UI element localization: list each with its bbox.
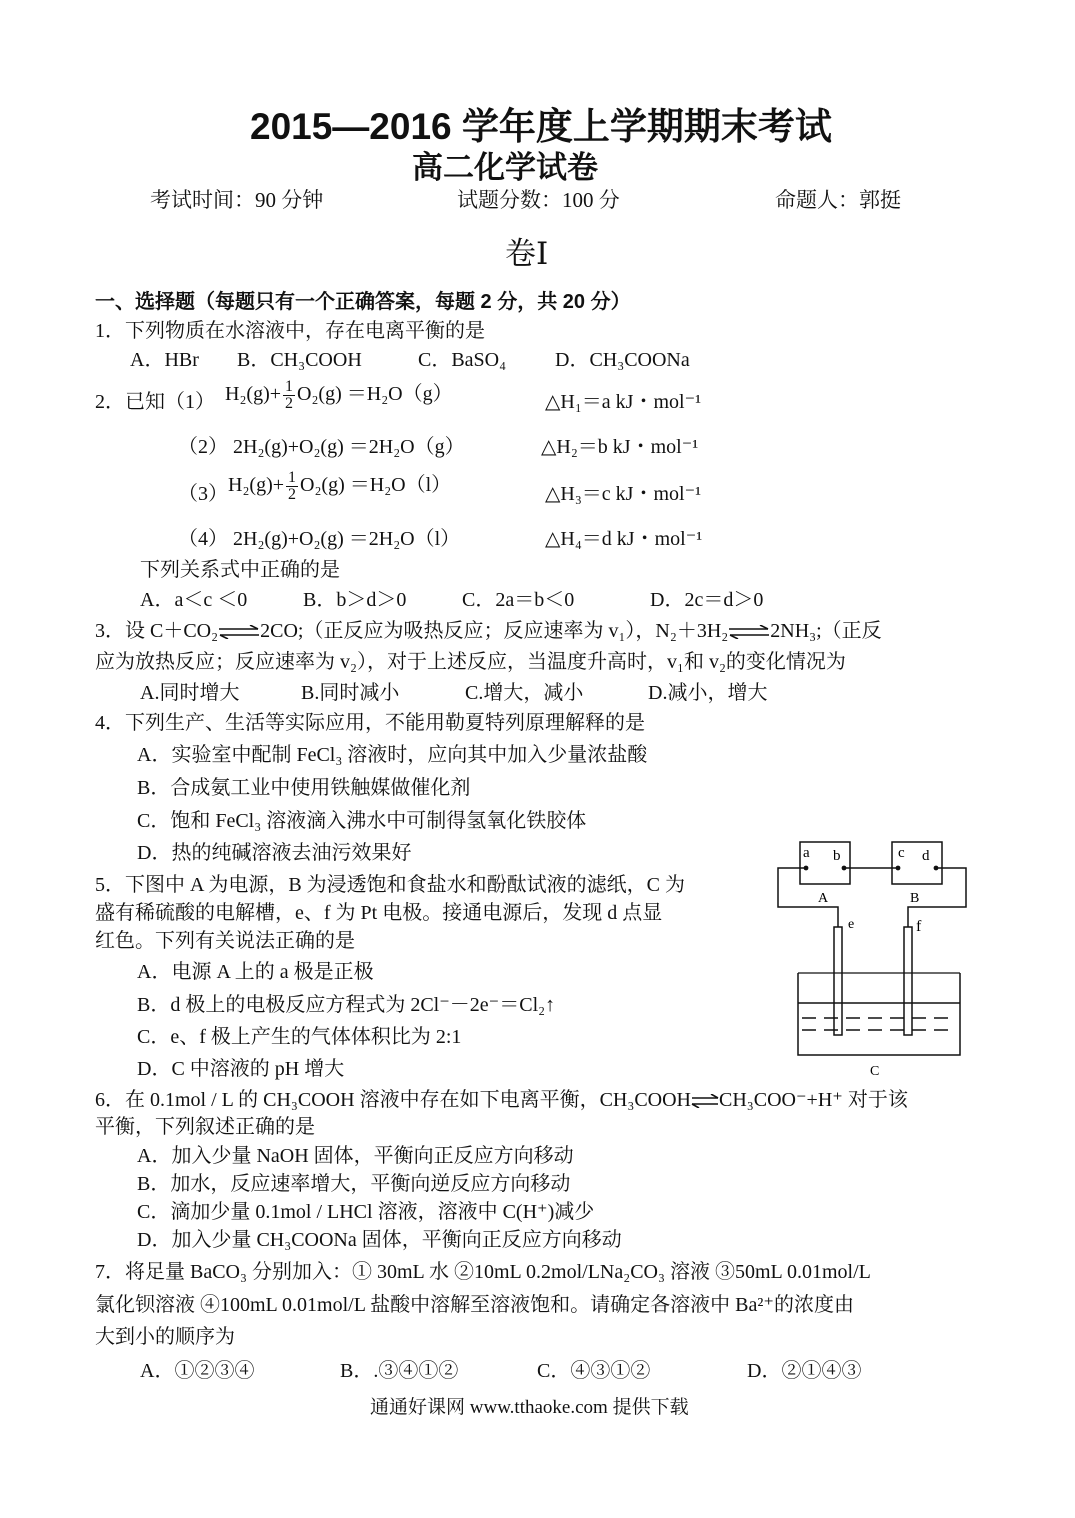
q2-lead: 2．已知（1） (95, 391, 215, 413)
electrode-e (834, 927, 842, 1035)
q4-option-d: D．热的纯碱溶液去油污效果好 (137, 842, 412, 864)
q6-option-a: A．加入少量 NaOH 固体，平衡向正反应方向移动 (137, 1145, 574, 1167)
fraction-numerator: 1 (288, 468, 297, 486)
q4-option-c: C．饱和 FeCl₃ 溶液滴入沸水中可制得氢氧化铁胶体 (137, 810, 587, 832)
page-title: 2015—2016 学年度上学期期末考试 (250, 106, 832, 147)
q2-eq2: （2） 2H₂(g)+O₂(g) ＝2H₂O（g） (178, 436, 465, 458)
q2-eq3-enthalpy: △H₃＝c kJ・mol⁻¹ (545, 483, 702, 505)
q2-eq3-fraction (286, 470, 298, 503)
q1-option-c: C．BaSO₄ (418, 349, 507, 371)
electrolysis-diagram (770, 835, 975, 1085)
q3-line2: 应为放热反应；反应速率为 v₂），对于上述反应，当温度升高时，v₁和 v₂的变化情况为 (95, 651, 846, 673)
exam-author: 命题人：郭挺 (775, 188, 901, 212)
wire-a-to-e (778, 868, 838, 927)
q6-option-c: C．滴加少量 0.1mol / LHCl 溶液，溶液中 C(H⁺)减少 (137, 1201, 595, 1223)
exam-score: 试题分数：100 分 (457, 188, 620, 212)
electrolytic-cell (798, 973, 960, 1055)
label-a: a (803, 845, 810, 861)
equilibrium-arrow-icon (691, 1094, 719, 1108)
q4-option-a: A．实验室中配制 FeCl₃ 溶液时，应向其中加入少量浓盐酸 (137, 744, 648, 766)
q2-ask: 下列关系式中正确的是 (140, 559, 340, 581)
q2-eq1-right: O₂(g) ＝H₂O（g） (297, 383, 453, 405)
q2-eq2-enthalpy: △H₂＝b kJ・mol⁻¹ (541, 436, 699, 458)
q5-option-c: C．e、f 极上产生的气体体积比为 2:1 (137, 1026, 462, 1048)
q2-eq3-lead: （3） (178, 483, 228, 505)
fraction-denominator: 2 (288, 485, 297, 503)
q5-line1: 5．下图中 A 为电源，B 为浸透饱和食盐水和酚酞试液的滤纸，C 为 (95, 874, 686, 896)
electrode-f (904, 927, 912, 1035)
label-d: d (922, 848, 930, 864)
fraction-numerator: 1 (285, 377, 294, 395)
q2-option-b: B．b＞d＞0 (303, 589, 407, 611)
q1-option-b: B．CH₃COOH (237, 349, 362, 371)
q2-eq4-enthalpy: △H₄＝d kJ・mol⁻¹ (545, 528, 703, 550)
q3-part1: 3．设 C＋CO₂ (95, 620, 219, 642)
q5-option-a: A．电源 A 上的 a 极是正极 (137, 961, 374, 983)
q3-option-d: D.减小，增大 (648, 682, 768, 704)
q5-line2: 盛有稀硫酸的电解槽，e、f 为 Pt 电极。接通电源后，发现 d 点显 (95, 902, 663, 924)
equilibrium-arrow-icon (218, 625, 260, 639)
label-f: f (916, 918, 922, 935)
q2-eq1-fraction (283, 379, 295, 412)
q2-eq1-left: H₂(g)+ (225, 383, 282, 405)
q1-stem: 1．下列物质在水溶液中，存在电离平衡的是 (95, 320, 485, 342)
q1-option-d: D．CH₃COONa (555, 349, 690, 371)
equilibrium-arrow-icon (728, 625, 770, 639)
q3-option-b: B.同时减小 (301, 682, 400, 704)
q1-option-a: A．HBr (130, 349, 199, 371)
label-b: b (833, 848, 841, 864)
q7-option-d: D．②①④③ (747, 1360, 862, 1382)
q7-option-a: A．①②③④ (140, 1360, 255, 1382)
volume-label: 卷Ⅰ (505, 236, 549, 271)
q7-line2: 氯化钡溶液 ④100mL 0.01mol/L 盐酸中溶解至溶液饱和。请确定各溶液中 Ba²⁺的浓度由 (95, 1294, 854, 1316)
q6-option-d: D．加入少量 CH₃COONa 固体，平衡向正反应方向移动 (137, 1229, 622, 1251)
label-e: e (848, 917, 855, 932)
q3-part2: 2CO;（正反应为吸热反应；反应速率为 v₁），N₂＋3H₂ (260, 620, 729, 642)
q2-eq3 (228, 468, 451, 503)
q6-line2: 平衡，下列叙述正确的是 (95, 1116, 315, 1138)
q2-eq4: （4） 2H₂(g)+O₂(g) ＝2H₂O（l） (178, 528, 461, 550)
q3-option-a: A.同时增大 (140, 682, 240, 704)
q3-option-c: C.增大，减小 (465, 682, 584, 704)
exam-time: 考试时间：90 分钟 (150, 188, 324, 212)
q7-option-b: B．.③④①② (340, 1360, 459, 1382)
q6-line1b: CH₃COO⁻+H⁺ 对于该 (719, 1089, 908, 1111)
q5-option-d: D．C 中溶液的 pH 增大 (137, 1058, 345, 1080)
q7-option-c: C．④③①② (537, 1360, 651, 1382)
q6-option-b: B．加水，反应速率增大，平衡向逆反应方向移动 (137, 1173, 571, 1195)
q3-line1 (95, 614, 882, 643)
label-B: B (910, 891, 920, 906)
label-c: c (898, 845, 905, 861)
q7-line3: 大到小的顺序为 (95, 1326, 235, 1348)
q2-eq1 (225, 377, 453, 412)
section-heading: 一、选择题（每题只有一个正确答案，每题 2 分，共 20 分） (95, 291, 631, 313)
q2-option-c: C．2a＝b＜0 (462, 589, 575, 611)
q6-line1a: 6．在 0.1mol / L 的 CH₃COOH 溶液中存在如下电离平衡，CH₃COOH (95, 1089, 691, 1111)
q2-eq3-left: H₂(g)+ (228, 474, 285, 496)
q4-option-b: B．合成氨工业中使用铁触媒做催化剂 (137, 777, 471, 799)
page-subtitle: 高二化学试卷 (412, 150, 598, 185)
q2-option-a: A．a＜c ＜0 (140, 589, 248, 611)
q6-line1 (95, 1083, 908, 1112)
fraction-denominator: 2 (285, 394, 294, 412)
q5-option-b: B．d 极上的电极反应方程式为 2Cl⁻－2e⁻＝Cl₂↑ (137, 994, 556, 1016)
label-C: C (870, 1064, 880, 1079)
q2-eq3-right: O₂(g) ＝H₂O（l） (300, 474, 452, 496)
q2-option-d: D．2c＝d＞0 (650, 589, 764, 611)
q7-line1: 7．将足量 BaCO₃ 分别加入：① 30mL 水 ②10mL 0.2mol/LNa₂CO₃ 溶液 ③50mL 0.01mol/L (95, 1261, 871, 1283)
footer-text: 通通好课网 www.tthaoke.com 提供下载 (370, 1397, 689, 1418)
q2-eq1-enthalpy: △H₁＝a kJ・mol⁻¹ (545, 391, 702, 413)
q5-line3: 红色。下列有关说法正确的是 (95, 930, 355, 952)
q3-part3: 2NH₃;（正反 (770, 620, 882, 642)
q4-stem: 4．下列生产、生活等实际应用，不能用勒夏特列原理解释的是 (95, 712, 645, 734)
label-A: A (818, 891, 829, 906)
